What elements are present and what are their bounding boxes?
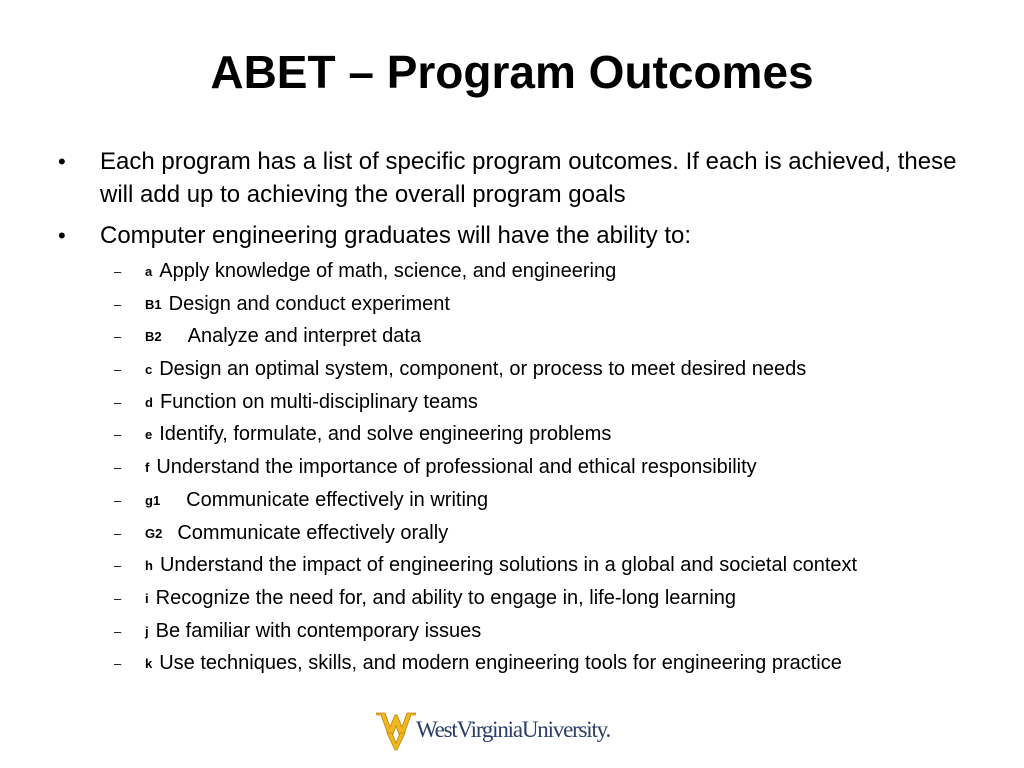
outcome-code: c <box>145 362 153 378</box>
wvu-logo-text: WestVirginiaUniversity. <box>416 717 611 742</box>
outcome-item <box>114 486 994 519</box>
outcome-item <box>114 388 994 421</box>
bullet-list <box>58 145 988 260</box>
outcome-code: G2 <box>145 525 163 541</box>
outcome-text: Recognize the need for, and ability to engage in, life-long learning <box>155 586 737 609</box>
outcome-text: Communicate effectively in writing <box>186 488 489 511</box>
outcome-text: Communicate effectively orally <box>177 521 449 544</box>
outcome-item <box>114 257 994 290</box>
outcome-code: j <box>145 623 149 639</box>
outcome-text: Analyze and interpret data <box>187 325 422 348</box>
outcome-code: g1 <box>145 492 161 508</box>
outcome-item <box>114 453 994 486</box>
outcome-code: B1 <box>145 296 162 312</box>
outcome-text: Understand the impact of engineering solutions in a global and societal context <box>159 554 858 577</box>
outcome-list <box>114 257 994 682</box>
outcome-marker: – <box>114 264 122 279</box>
bullet-text: Computer engineering graduates will have the ability to: <box>100 222 692 249</box>
outcome-text: Be familiar with contemporary issues <box>155 619 482 642</box>
outcome-text: Design and conduct experiment <box>168 292 450 315</box>
outcome-text: Use techniques, skills, and modern engineering tools for engineering practice <box>159 652 842 675</box>
outcome-item <box>114 617 994 650</box>
outcome-text: Function on multi-disciplinary teams <box>159 390 478 413</box>
outcome-marker: – <box>114 492 122 508</box>
wvu-logo <box>376 709 638 753</box>
outcome-code: k <box>145 656 153 672</box>
outcome-item <box>114 420 994 453</box>
outcome-marker: – <box>114 394 122 410</box>
outcome-text: Understand the importance of professional and ethical responsibility <box>156 456 757 479</box>
outcome-item <box>114 290 994 323</box>
outcome-item <box>114 519 994 552</box>
outcome-code: d <box>145 394 153 410</box>
bullet-item <box>58 219 988 252</box>
outcome-marker: – <box>114 427 122 443</box>
outcome-item <box>114 649 994 682</box>
outcome-marker: – <box>114 525 122 541</box>
flying-wv-logo-icon <box>376 709 416 751</box>
slide-title: ABET – Program Outcomes <box>210 46 814 98</box>
outcome-code: h <box>145 558 153 574</box>
outcome-code: a <box>145 264 153 279</box>
outcome-item <box>114 355 994 388</box>
outcome-text: Apply knowledge of math, science, and engineering <box>159 260 617 282</box>
outcome-text: Identify, formulate, and solve engineering problems <box>159 423 612 446</box>
outcome-marker: – <box>114 362 122 378</box>
outcome-marker: – <box>114 656 122 672</box>
outcome-item <box>114 551 994 584</box>
outcome-marker: – <box>114 296 122 312</box>
outcome-code: f <box>145 460 150 476</box>
outcome-text: Design an optimal system, component, or process to meet desired needs <box>159 358 807 381</box>
outcome-marker: – <box>114 590 122 606</box>
outcome-marker: – <box>114 460 122 476</box>
outcome-code: i <box>145 590 149 606</box>
bullet-text: Each program has a list of specific program outcomes. If each is achieved, these will add up to achieving the overall program goals <box>100 148 957 208</box>
outcome-marker: – <box>114 558 122 574</box>
bullet-marker: • <box>58 223 66 248</box>
outcome-code: B2 <box>145 329 162 345</box>
outcome-item <box>114 584 994 617</box>
outcome-marker: – <box>114 623 122 639</box>
bullet-marker: • <box>58 149 66 174</box>
outcome-code: e <box>145 427 153 443</box>
outcome-marker: – <box>114 329 122 345</box>
bullet-item <box>58 145 988 211</box>
outcome-item <box>114 322 994 355</box>
